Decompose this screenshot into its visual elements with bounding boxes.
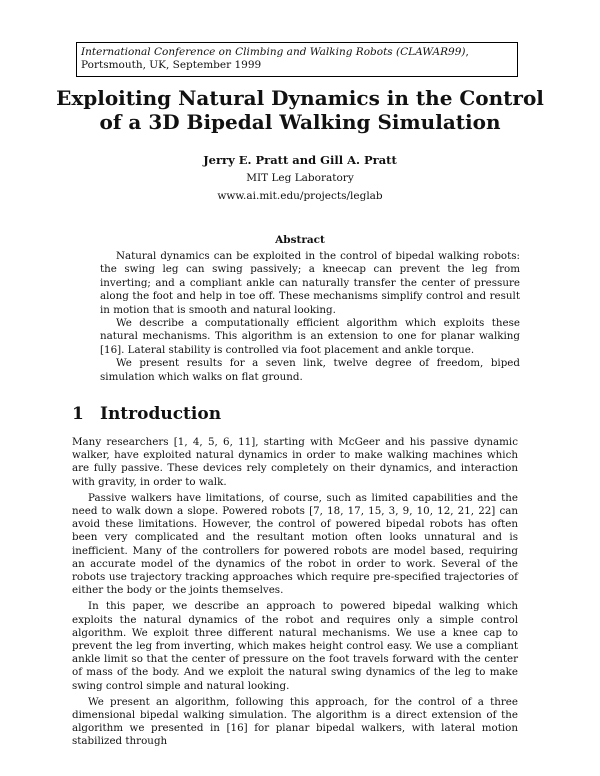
body-paragraph: We present an algorithm, following this approach, for the control of a three dimensional bipedal walking simulation. The algorithm is a direct extension of the algorithm we presented in [16] for planar bipedal walkers, with lateral motion stabilized through bbox=[72, 695, 518, 748]
abstract-paragraph: We present results for a seven link, twelve degree of freedom, biped simulation which walks on flat ground. bbox=[100, 357, 520, 383]
body-paragraph: Many researchers [1, 4, 5, 6, 11], starting with McGeer and his passive dynamic walker, have exploited natural dynamics in order to make walking machines which are fully passive. These devices rely completely on their dynamics, and interaction with gravity, in order to walk. bbox=[72, 436, 518, 488]
abstract-paragraph: Natural dynamics can be exploited in the control of bipedal walking robots: the swing leg can swing passively; a kneecap can prevent the leg from inverting; and a compliant ankle can naturally transfer the center of pressure along the foot and help in toe off. These mechanisms simplify control and result in motion that is smooth and natural looking. bbox=[100, 250, 520, 316]
body-paragraph: Passive walkers have limitations, of course, such as limited capabilities and the need to walk down a slope. Powered robots [7, 18, 17, 15, 3, 9, 10, 12, 21, 22] can avoid these limitations. However, the control of powered bipedal robots has often been very complicated and the resultant motion often looks unnatural and is inefficient. Many of the controllers for powered robots are model based, requiring an accurate model of the dynamics of the robot in order to work. Several of the robots use trajectory tracking approaches which require pre-specified trajectories of either the body or the joints themselves. bbox=[72, 491, 518, 597]
abstract-paragraph: We describe a computationally efficient algorithm which exploits these natural mechanisms. This algorithm is an extension to one for planar walking [16]. Lateral stability is controlled via foot placement and ankle torque. bbox=[100, 317, 520, 356]
title-line-1: Exploiting Natural Dynamics in the Control bbox=[56, 86, 544, 110]
project-url: www.ai.mit.edu/projects/leglab bbox=[217, 190, 383, 202]
introduction-body bbox=[72, 436, 518, 752]
section-number: 1 bbox=[72, 404, 84, 424]
venue-header-box bbox=[76, 42, 518, 77]
body-paragraph: In this paper, we describe an approach to powered bipedal walking which exploits the natural dynamics of the robot and requires only a simple control algorithm. We exploit three different natural mechanisms. We use a knee cap to prevent the leg from inverting, which makes height control easy. We use a compliant ankle limit so that the center of pressure on the foot travels forward with the center of mass of the body. And we exploit the natural swing dynamics of the leg to make swing control simple and natural looking. bbox=[72, 600, 518, 692]
venue-location-date: , Portsmouth, UK, September 1999 bbox=[81, 46, 469, 71]
authors: Jerry E. Pratt and Gill A. Pratt bbox=[203, 153, 397, 167]
abstract-heading: Abstract bbox=[275, 234, 325, 246]
section-heading bbox=[72, 404, 221, 424]
venue-name: International Conference on Climbing and Walking Robots (CLAWAR99) bbox=[81, 46, 466, 58]
abstract-body bbox=[100, 250, 520, 384]
section-title: Introduction bbox=[100, 404, 222, 424]
title-line-2: of a 3D Bipedal Walking Simulation bbox=[99, 110, 501, 134]
paper-title bbox=[40, 86, 560, 134]
affiliation: MIT Leg Laboratory bbox=[246, 172, 354, 184]
